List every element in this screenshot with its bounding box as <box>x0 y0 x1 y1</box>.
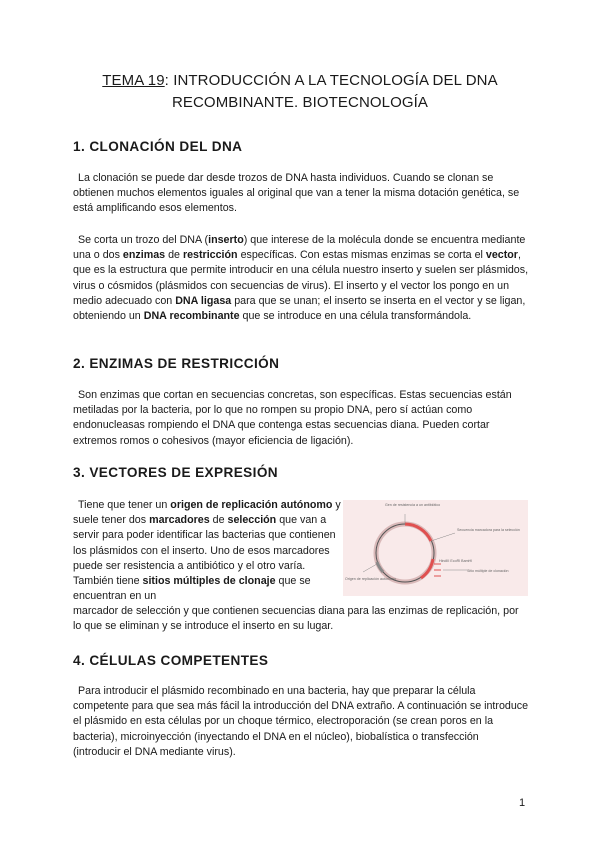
label-restriction-sites: HindIII EcoRI BamHI <box>439 559 473 563</box>
paragraph-clonacion-proceso: Se corta un trozo del DNA (inserto) que interese de la molécula donde se encuentra mediante una o dos enzimas de restricción específicas. Con estas mismas enzimas se corta el vector, que es la estructura que permite introducir en una célula nuestro inserto y suelen ser plásmidos, virus o cósmidos (plásmidos con secuencias de virus). El inserto y el vector los pongo en un medio adecuado con DNA ligasa para que se unan; el inserto se inserta en el vector y se ligan, obteniendo un DNA recombinante que se introduce en una célula transformándola. <box>73 234 529 323</box>
section-heading-clonacion: 1. CLONACIÓN DEL DNA <box>73 139 243 154</box>
paragraph-clonacion-intro: La clonación se puede dar desde trozos de DNA hasta individuos. Cuando se clonan se obtienen muchos elementos iguales al original que van a tener la misma dotación genética, se está amplificando esos elementos. <box>73 172 520 215</box>
title-line2: RECOMBINANTE. BIOTECNOLOGÍA <box>171 94 429 111</box>
title-rest: : INTRODUCCIÓN A LA TECNOLOGÍA DEL DNA <box>164 72 498 89</box>
paragraph-vectores-cont: marcador de selección y que contienen secuencias diana para las enzimas de replicación, por lo que se eliminan y se introduce el inserto en su lugar. <box>73 605 519 633</box>
section-heading-vectores: 3. VECTORES DE EXPRESIÓN <box>73 465 279 480</box>
label-origin: Origen de replicación autónomo <box>345 577 396 581</box>
page-number: 1 <box>519 797 526 809</box>
paragraph-celulas: Para introducir el plásmido recombinado en una bacteria, hay que preparar la célula competente para que sea más fácil la introducción del DNA extraño. A continuación se introduce el plásmido en esta células por un choque térmico, electroporación (se crean poros en la bacteria), microinyección (inyectando el DNA en el núcleo), biobalística o transfección (introducir el DNA mediante virus). <box>73 685 529 758</box>
label-selection-marker: Secuencia marcadora para la selección <box>457 528 520 532</box>
section-heading-celulas: 4. CÉLULAS COMPETENTES <box>73 653 269 668</box>
label-cloning-site: Sitio múltiple de clonación <box>467 569 509 573</box>
label-resistance-gene: Gen de resistencia a un antibiótico <box>385 503 441 507</box>
paragraph-vectores: Tiene que tener un origen de replicación autónomo y suele tener dos marcadores de selección que van a servir para poder identificar las bacterias que contienen los plásmidos con el inserto. Uno de esos marcadores puede ser resistencia a antibiótico y el otro varía. También tiene sitios múltiples de clonaje que se encuentran en un <box>73 499 341 603</box>
plasmid-diagram <box>343 500 528 596</box>
paragraph-enzimas: Son enzimas que cortan en secuencias concretas, son específicas. Estas secuencias están metiladas por la bacteria, por lo que no rompen su propio DNA, pero sí actúan como endonucleasas rompiendo el DNA que contenga estas secuencias diana. Pueden cortar extremos romos o cohesivos (mayor eficiencia de ligación). <box>73 389 512 447</box>
section-heading-enzimas: 2. ENZIMAS DE RESTRICCIÓN <box>73 356 280 371</box>
title-tema: TEMA 19 <box>102 72 165 89</box>
page-title <box>40 70 560 114</box>
plasmid-vector-figure <box>343 500 528 596</box>
